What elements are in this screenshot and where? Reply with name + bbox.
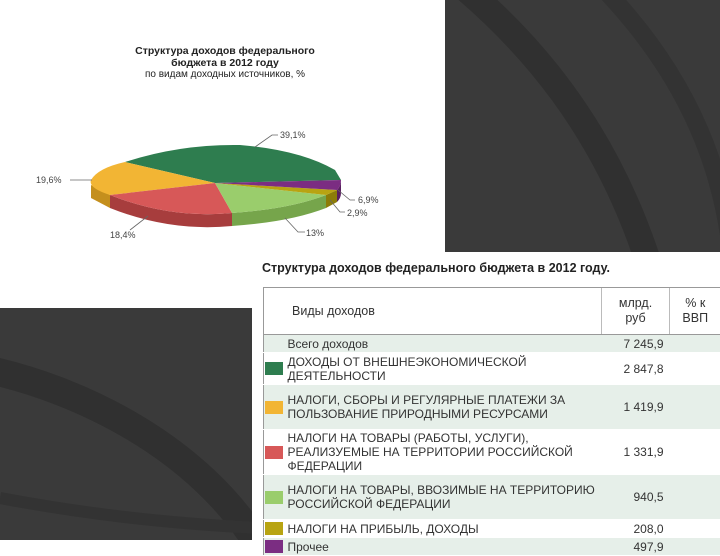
row-pct-gdp: [670, 335, 720, 353]
pie-label-natural-resources: 19,6%: [36, 175, 62, 185]
header-pct-gdp-line1: % к: [670, 296, 720, 311]
pie-label-other: 6,9%: [358, 195, 379, 205]
header-pct-gdp: [670, 288, 720, 335]
row-swatch-cell: [264, 430, 286, 475]
row-pct-gdp: [670, 538, 720, 556]
row-pct-gdp: [670, 430, 720, 475]
pie-chart-title-line1: Структура доходов федерального: [60, 45, 390, 57]
row-bln-rub: 497,9: [602, 538, 670, 556]
row-swatch-cell: [264, 475, 286, 520]
row-swatch-cell: [264, 335, 286, 353]
row-name: НАЛОГИ, СБОРЫ И РЕГУЛЯРНЫЕ ПЛАТЕЖИ ЗА ПОЛЬЗОВАНИЕ ПРИРОДНЫМИ РЕСУРСАМИ: [286, 385, 602, 430]
row-bln-rub: 2 847,8: [602, 353, 670, 385]
row-bln-rub: 7 245,9: [602, 335, 670, 353]
header-pct-gdp-line2: ВВП: [670, 311, 720, 326]
row-name: НАЛОГИ НА ТОВАРЫ (РАБОТЫ, УСЛУГИ), РЕАЛИЗУЕМЫЕ НА ТЕРРИТОРИИ РОССИЙСКОЙ ФЕДЕРАЦИИ: [286, 430, 602, 475]
legend-swatch: [265, 522, 283, 535]
row-swatch-cell: [264, 353, 286, 385]
table-row: [264, 520, 720, 538]
table-row: [264, 335, 720, 353]
table-title: Структура доходов федерального бюджета в 2012 году.: [262, 261, 662, 276]
row-bln-rub: 1 331,9: [602, 430, 670, 475]
header-bln-rub-line2: руб: [602, 311, 669, 326]
row-name: НАЛОГИ НА ТОВАРЫ, ВВОЗИМЫЕ НА ТЕРРИТОРИЮ РОССИЙСКОЙ ФЕДЕРАЦИИ: [286, 475, 602, 520]
row-bln-rub: 940,5: [602, 475, 670, 520]
legend-swatch: [265, 446, 283, 459]
row-pct-gdp: [670, 353, 720, 385]
legend-swatch: [265, 540, 283, 553]
row-pct-gdp: [670, 475, 720, 520]
table-row: [264, 475, 720, 520]
row-name: НАЛОГИ НА ПРИБЫЛЬ, ДОХОДЫ: [286, 520, 602, 538]
pie-label-imported-goods: 13%: [306, 228, 324, 238]
row-swatch-cell: [264, 385, 286, 430]
header-revenue-types: Виды доходов: [264, 288, 602, 335]
dark-background-left: [0, 308, 252, 540]
legend-swatch: [265, 401, 283, 414]
row-bln-rub: 1 419,9: [602, 385, 670, 430]
header-bln-rub: [602, 288, 670, 335]
row-name: Прочее: [286, 538, 602, 556]
pie-label-domestic-goods: 18,4%: [110, 230, 136, 240]
pie-label-external-trade: 39,1%: [280, 130, 306, 140]
revenue-table-panel: [252, 252, 720, 540]
table-header-row: [264, 288, 720, 335]
row-pct-gdp: [670, 385, 720, 430]
row-pct-gdp: [670, 520, 720, 538]
table-row: [264, 353, 720, 385]
pie-chart-title-line2: бюджета в 2012 году: [60, 57, 390, 69]
table-row: [264, 538, 720, 556]
decorative-arcs-left: [0, 308, 252, 540]
row-swatch-cell: [264, 520, 286, 538]
row-name: ДОХОДЫ ОТ ВНЕШНЕЭКОНОМИЧЕСКОЙ ДЕЯТЕЛЬНОСТИ: [286, 353, 602, 385]
table-row: [264, 385, 720, 430]
header-bln-rub-line1: млрд.: [602, 296, 669, 311]
pie-label-profit-tax: 2,9%: [347, 208, 368, 218]
revenue-table: [263, 287, 720, 556]
pie-chart-title-line3: по видам доходных источников, %: [60, 69, 390, 81]
row-bln-rub: 208,0: [602, 520, 670, 538]
legend-swatch: [265, 491, 283, 504]
row-swatch-cell: [264, 538, 286, 556]
legend-swatch: [265, 362, 283, 375]
row-name: Всего доходов: [286, 335, 602, 353]
table-row: [264, 430, 720, 475]
